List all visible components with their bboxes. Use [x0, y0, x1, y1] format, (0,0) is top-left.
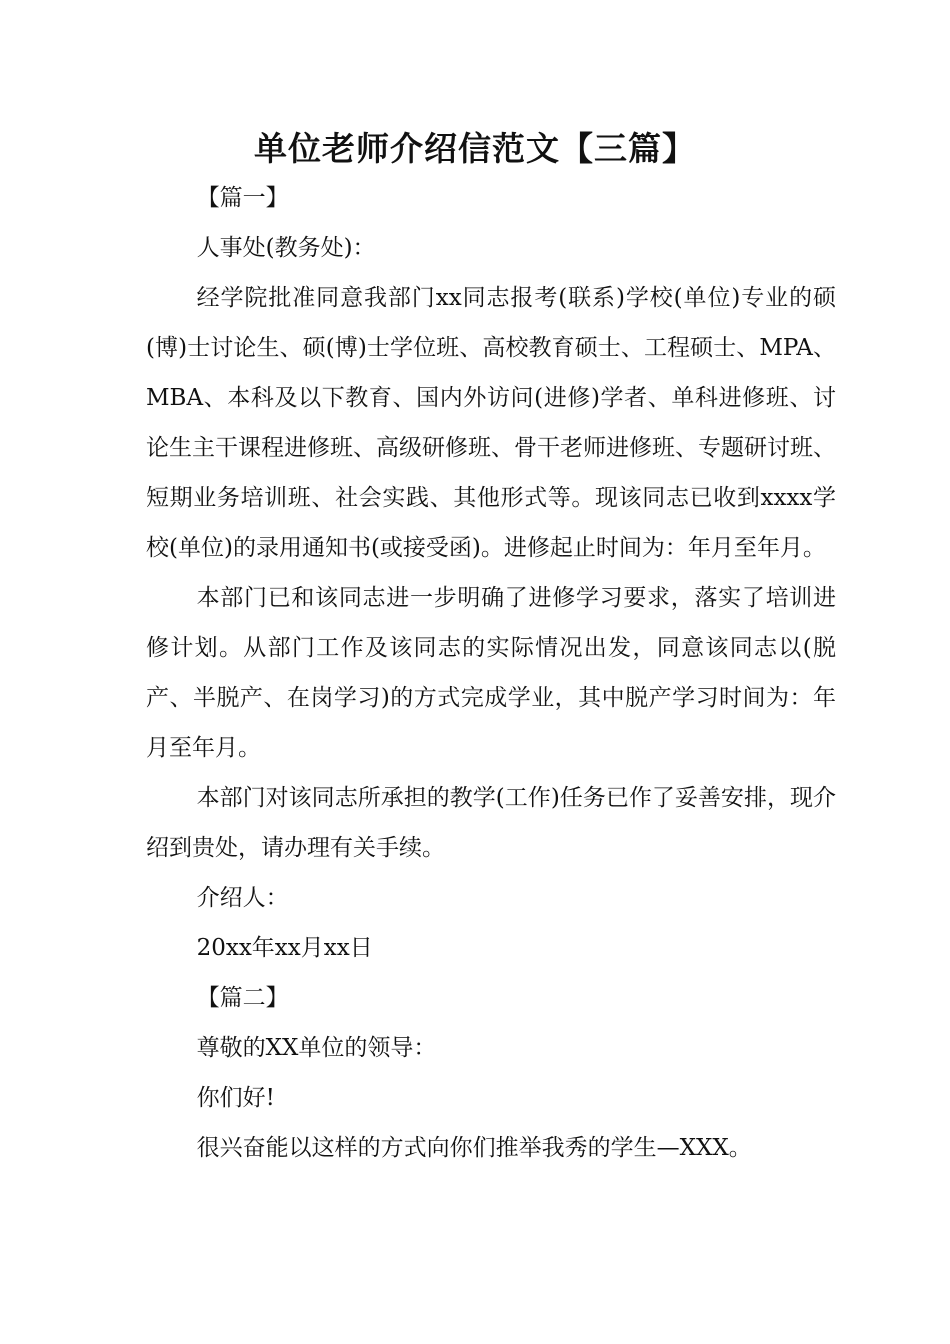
paragraph-2: 本部门已和该同志进一步明确了进修学习要求，落实了培训进修计划。从部门工作及该同志的实际情况出发，同意该同志以(脱产、半脱产、在岗学习)的方式完成学业，其中脱产学习时间为：年月至年月。	[146, 585, 836, 761]
date-line: 20xx年xx月xx日	[196, 935, 373, 961]
paragraph-4: 很兴奋能以这样的方式向你们推举我秀的学生—XXX。	[196, 1135, 752, 1161]
greeting-line: 你们好!	[196, 1085, 275, 1111]
salutation-1: 人事处(教务处)：	[196, 235, 376, 261]
section-heading-2: 【篇二】	[196, 985, 289, 1011]
salutation-2: 尊敬的XX单位的领导：	[196, 1035, 437, 1061]
paragraph-1: 经学院批准同意我部门xx同志报考(联系)学校(单位)专业的硕(博)士讨论生、硕(博)士学位班、高校教育硕士、工程硕士、MPA、MBA、本科及以下教育、国内外访问(进修)学者、单科进修班、讨论生主干课程进修班、高级研修班、骨干老师进修班、专题研讨班、短期业务培训班、社会实践、其他形式等。现该同志已收到xxxx学校(单位)的录用通知书(或接受函)。进修起止时间为：年月至年月。	[146, 285, 836, 561]
paragraph-3: 本部门对该同志所承担的教学(工作)任务已作了妥善安排，现介绍到贵处，请办理有关手续。	[146, 785, 836, 861]
document-title: 单位老师介绍信范文【三篇】	[254, 129, 696, 168]
signer-line: 介绍人：	[196, 885, 289, 911]
section-heading-1: 【篇一】	[196, 185, 289, 211]
document-body	[146, 173, 836, 1173]
